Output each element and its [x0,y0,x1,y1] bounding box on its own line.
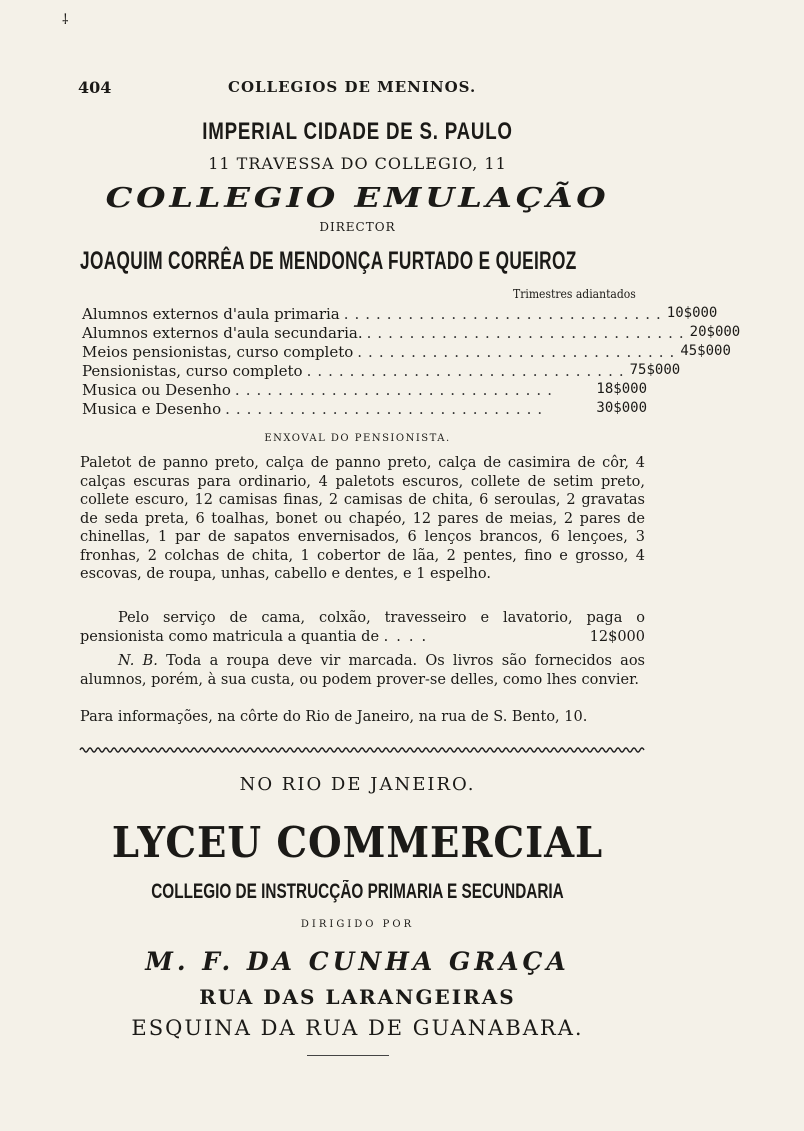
leader-dots: .............................. [234,381,558,399]
ad2-name: LYCEU COMMERCIAL [111,818,604,867]
leader-dots: .............................. [366,324,690,342]
service-paragraph: Pelo serviço de cama, colxão, travesseiro e lavatorio, paga o pensionista como matricula a quantia de .... 12$000 [80,610,645,645]
ad2-owner: M. F. DA CUNHA GRAÇA [145,947,570,976]
fee-label: Meios pensionistas, curso completo [82,343,354,361]
fee-amount: 30$000 [596,400,647,416]
fee-label: Pensionistas, curso completo [82,362,303,380]
fee-label: Alumnos externos d'aula secundaria. [82,324,363,342]
fee-amount: 45$000 [680,343,731,359]
ad2-subtitle: COLLEGIO DE INSTRUCÇÃO PRIMARIA E SECUNDARIA [151,880,564,903]
trousseau-heading: ENXOVAL DO PENSIONISTA. [264,433,451,444]
nb-paragraph [80,652,645,689]
ad1-address: 11 TRAVESSA DO COLLEGIO, 11 [208,154,507,173]
trousseau-text: Paletot de panno preto, calça de panno preto, calça de casimira de côr, 4 calças escuras para ordinario, 4 paletots escuros, collete de setim preto, collete escuro, 12 camisas finas, 2 camisas de chita, 6 seroulas, 2 gravatas de seda preta, 6 toalhas, bonet ou chapéo, 12 pares de meias, 2 pares de chinellas, 1 par de sapatos envernisados, 6 lenços brancos, 6 lençoes, 3 fronhas, 2 colchas de chita, 1 cobertor de lãa, 2 pentes, fino e grosso, 4 escovas, de roupa, unhas, cabello e dentes, e 1 espelho. [80,455,645,582]
fee-row [82,381,647,399]
service-text: Pelo serviço de cama, colxão, travesseiro e lavatorio, paga o pensionista como matricula a quantia de [80,610,645,645]
fee-row [82,324,741,342]
fee-amount: 18$000 [596,381,647,397]
ad2-location: NO RIO DE JANEIRO. [239,774,476,795]
service-amount: 12$000 [589,628,645,645]
ad2-corner: ESQUINA DA RUA DE GUANABARA. [131,1016,584,1040]
fee-label: Musica e Desenho [82,400,222,418]
ad2-directed-by: DIRIGIDO POR [300,919,415,930]
ad1-director-label: DIRECTOR [319,220,396,234]
stray-ink-mark: ⸸ [62,12,69,28]
fee-row [82,343,731,361]
nb-label: N. B. [118,653,158,669]
info-text: Para informações, na côrte do Rio de Janeiro, na rua de S. Bento, 10. [80,709,588,725]
ad1-school-name: COLLEGIO EMULAÇÃO [105,183,610,214]
fee-amount: 10$000 [666,305,718,321]
closing-rule [307,1055,389,1056]
ad1-city: IMPERIAL CIDADE DE S. PAULO [202,118,513,145]
fee-row [82,362,681,380]
fees-header: Trimestres adiantados [513,287,636,301]
fee-amount: 20$000 [689,324,741,340]
fee-label: Musica ou Desenho [82,381,231,399]
nb-text: Toda a roupa deve vir marcada. Os livros são fornecidos aos alumnos, porém, à sua custa, ou podem prover-se delles, como lhes convier. [80,653,646,688]
fee-amount: 75$000 [629,362,681,378]
ad2-street: RUA DAS LARANGEIRAS [199,985,516,1009]
leader-dots: .............................. [306,362,630,380]
leader-dots: .............................. [343,305,667,323]
fee-row [82,305,718,323]
ad1-director-name: JOAQUIM CORRÊA DE MENDONÇA FURTADO E QUEIROZ [80,247,577,275]
page-number: 404 [78,78,112,97]
running-title: COLLEGIOS DE MENINOS. [228,78,477,96]
fee-row [82,400,647,418]
leader-dots: .............................. [357,343,681,361]
wavy-separator [80,746,645,754]
fee-label: Alumnos externos d'aula primaria [82,305,340,323]
leader-dots: .............................. [225,400,549,418]
